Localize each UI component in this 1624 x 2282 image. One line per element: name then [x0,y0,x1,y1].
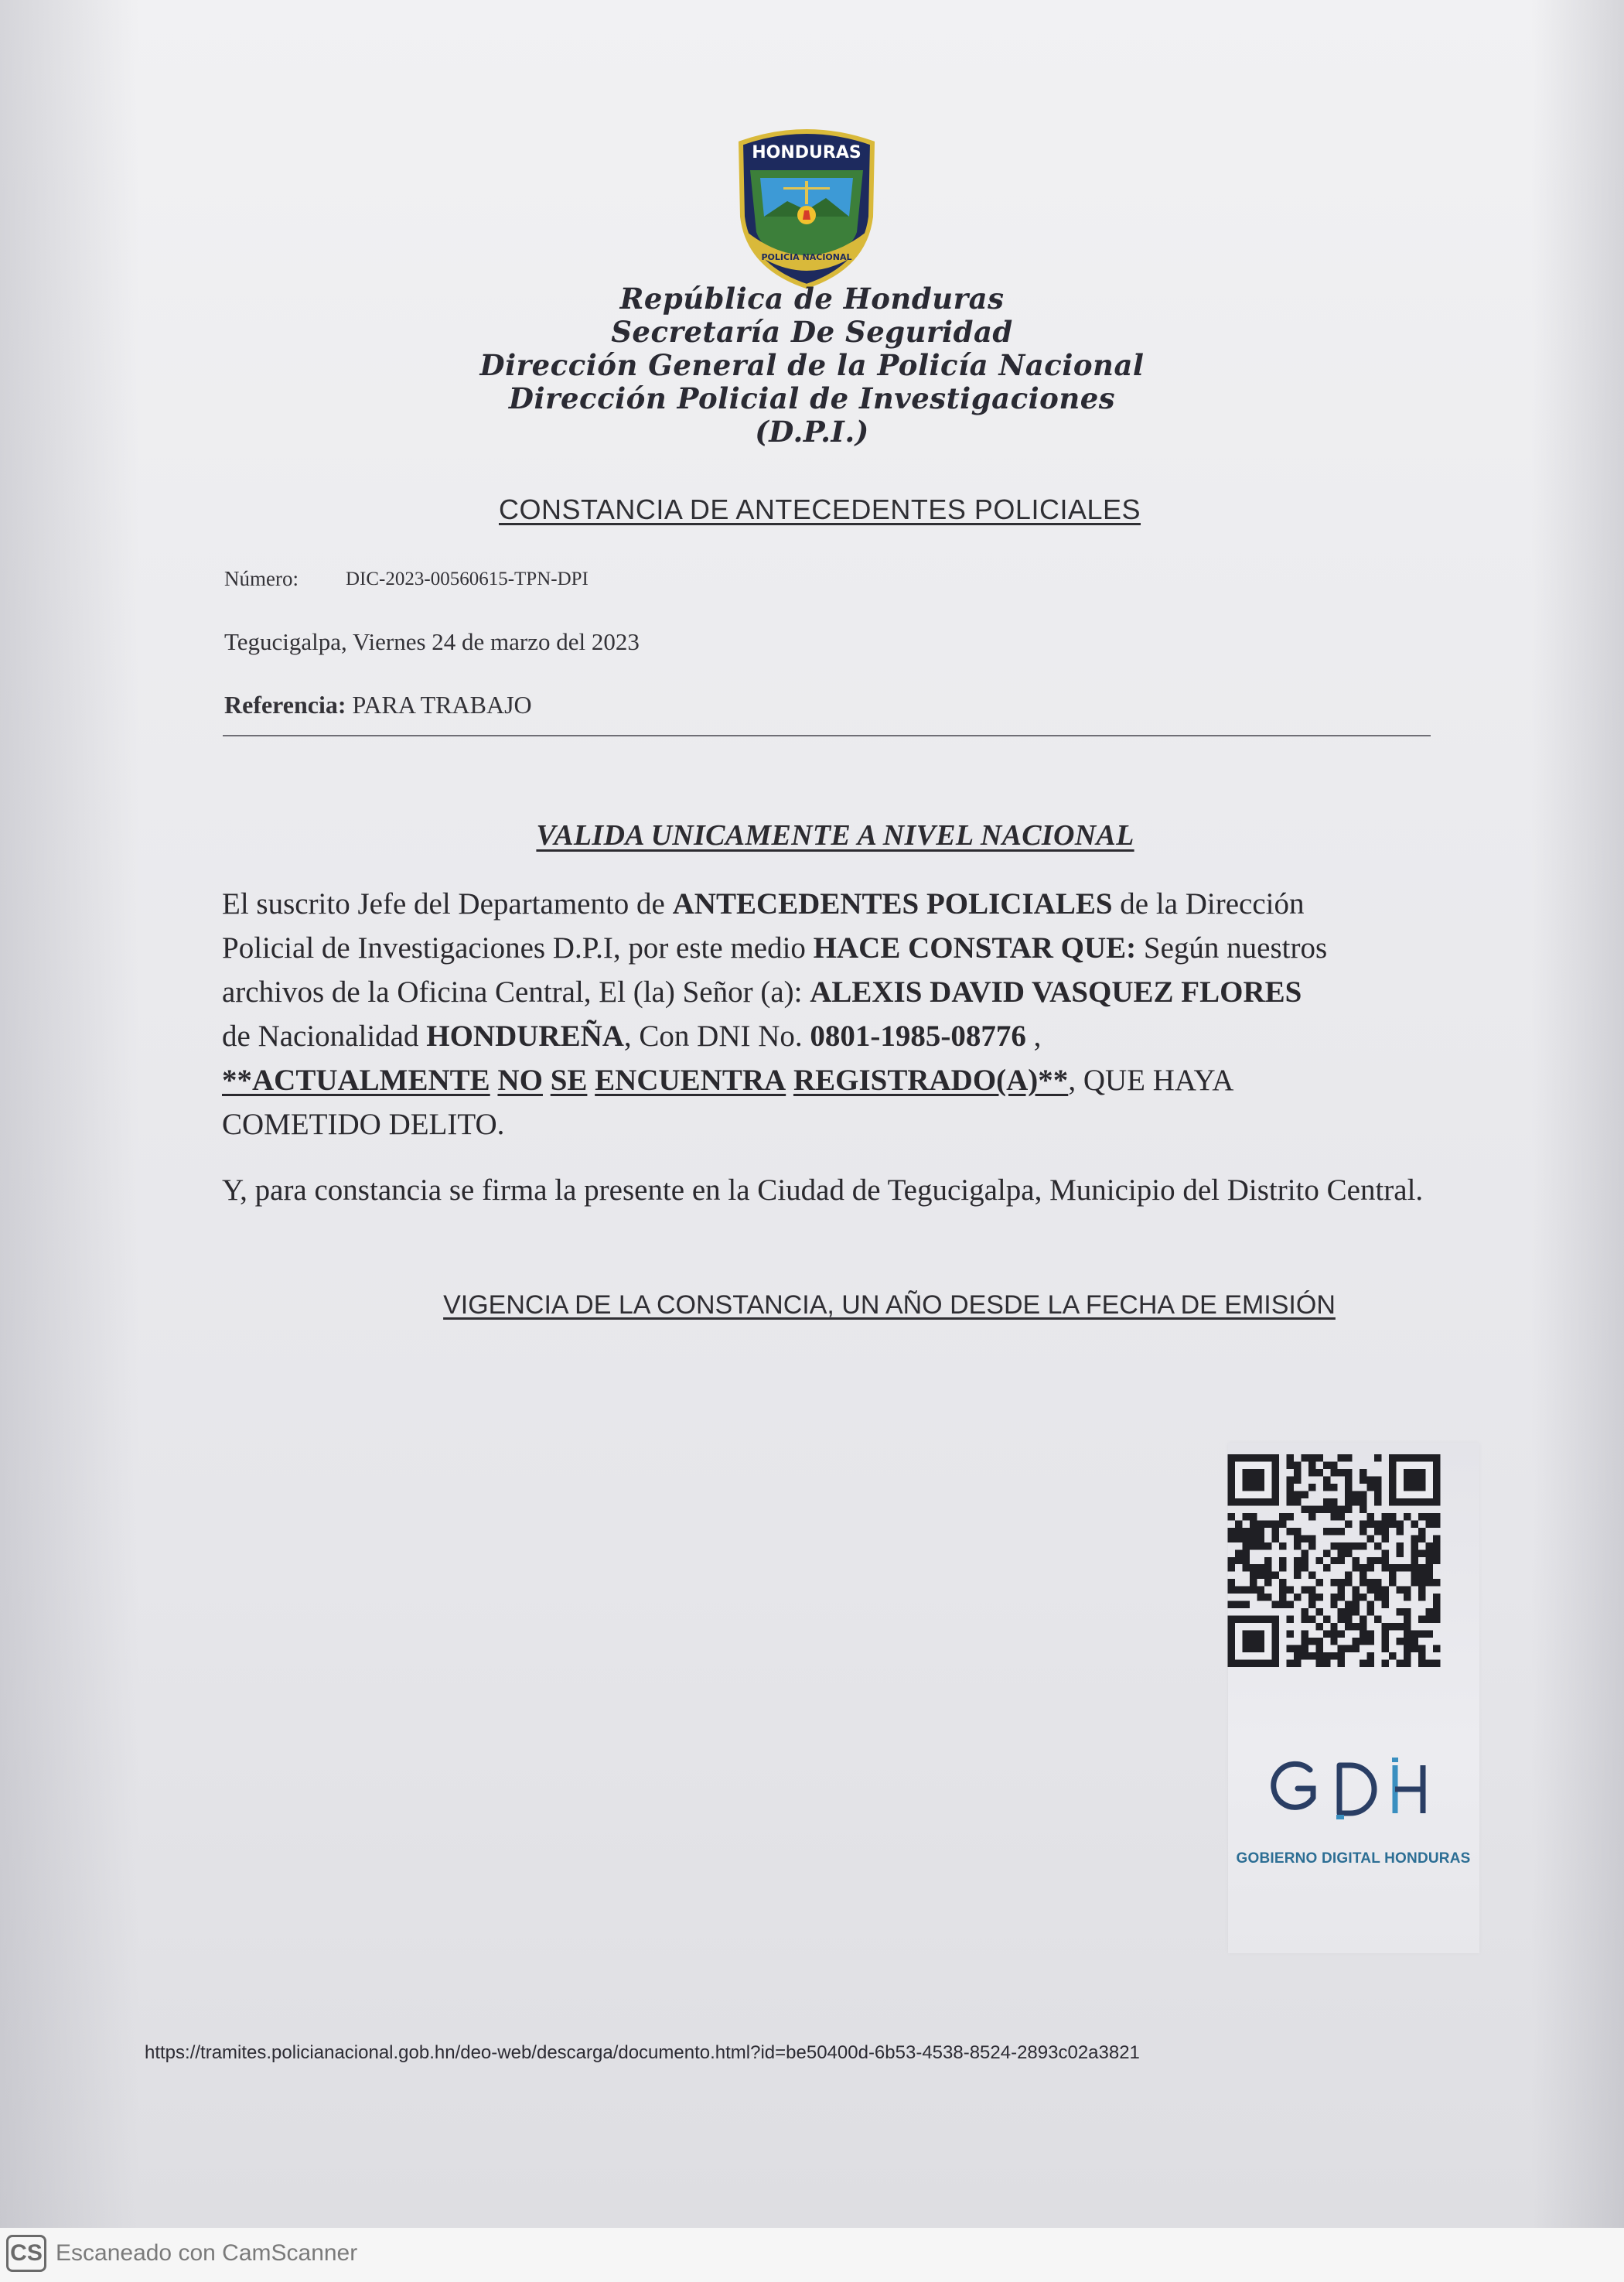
closing-paragraph: Y, para constancia se firma la presente en la Ciudad de Tegucigalpa, Municipio del Distrito Central. [222,1173,1424,1207]
header-line-secretariat: Secretaría De Seguridad [611,315,1013,349]
record-status: SE [550,1064,588,1097]
city-date: Tegucigalpa, Viernes 24 de marzo del 2023 [224,628,640,655]
paragraph-line [222,970,1465,1014]
body-text: de [222,1020,251,1053]
paragraph-line [222,1014,1465,1058]
issuing-authority-header [402,282,1222,449]
record-status: ENCUENTRA [595,1064,786,1097]
camscanner-logo-icon: CS [6,2235,46,2272]
person-name: ALEXIS DAVID VASQUEZ FLORES [810,975,1302,1009]
body-text: Policial de Investigaciones D.P.I, por este medio [222,931,814,965]
body-text: No. [758,1020,803,1053]
record-status: **ACTUALMENTE [222,1064,490,1097]
paragraph-line: COMETIDO DELITO. [222,1108,505,1141]
header-line-dpi: (D.P.I.) [755,415,869,449]
record-status: NO [497,1064,543,1097]
body-text: DNI [697,1020,751,1053]
dni-number: 0801-1985-08776 [810,1020,1026,1053]
paragraph-line [222,882,1465,926]
certify-phrase: HACE CONSTAR QUE: [813,931,1137,965]
body-text: de la Dirección [1112,887,1305,921]
divider [223,735,1431,736]
emblem-top-text: HONDURAS [752,143,861,162]
department-name: ANTECEDENTES POLICIALES [672,887,1113,921]
referencia [224,691,532,719]
download-url[interactable]: https://tramites.policianacional.gob.hn/deo-web/descarga/documento.html?id=be50400d-6b53-4538-8524-2893c02a3821 [145,2042,1140,2063]
header-line-directorate: Dirección General de la Policía Nacional [479,348,1145,382]
body-text: Según nuestros [1136,931,1328,965]
gdh-caption: GOBIERNO DIGITAL HONDURAS [1236,1850,1471,1867]
document-title: CONSTANCIA DE ANTECEDENTES POLICIALES [498,494,1141,525]
honduras-police-shield-icon [733,124,880,290]
body-text: archivos de la Oficina Central, El (la) Señor (a): [222,975,810,1009]
body-text: HAYA [1152,1064,1234,1097]
validity-scope-heading: VALIDA UNICAMENTE A NIVEL NACIONAL [536,819,1134,852]
body-text: , QUE [1068,1064,1145,1097]
body-text: , Con [623,1020,690,1053]
record-status: REGISTRADO(A)** [793,1064,1069,1097]
certification-paragraph [222,882,1465,1146]
referencia-label: Referencia: [224,691,346,719]
numero-label: Número: [224,567,299,590]
header-line-investigations: Dirección Policial de Investigaciones [508,381,1116,415]
gdh-logo-icon [1268,1758,1438,1821]
body-text: Nacionalidad [258,1020,419,1053]
validity-period-notice: VIGENCIA DE LA CONSTANCIA, UN AÑO DESDE LA FECHA DE EMISIÓN [443,1290,1336,1320]
header-line-republic: República de Honduras [619,282,1005,316]
body-text: , [1033,1020,1042,1053]
body-text: El suscrito Jefe del Departamento de [222,887,673,921]
qr-code-icon[interactable] [1226,1454,1442,1667]
scanner-watermark: Escaneado con CamScanner [56,2240,358,2266]
nationality: HONDUREÑA [426,1020,624,1053]
emblem-ribbon-text: POLICIA NACIONAL [761,252,852,262]
paragraph-line [222,926,1465,970]
referencia-value: PARA TRABAJO [346,691,532,719]
paragraph-line [222,1058,1465,1102]
numero-value: DIC-2023-00560615-TPN-DPI [346,569,589,589]
